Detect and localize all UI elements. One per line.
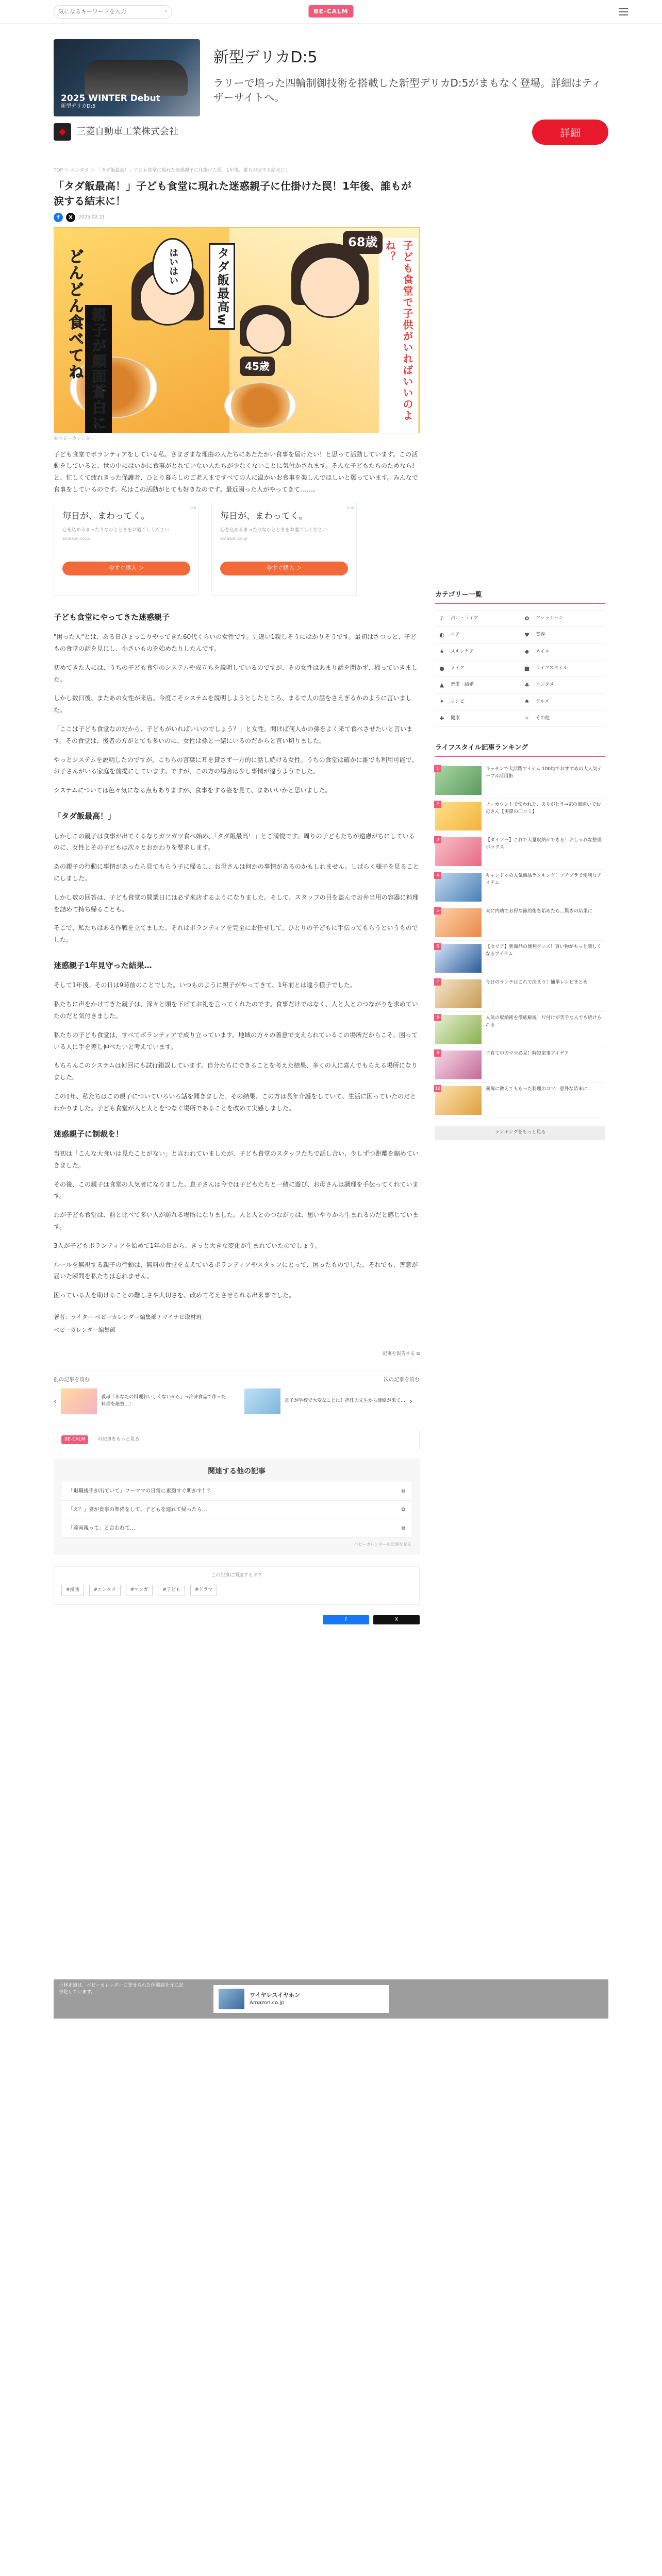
- inline-ad-title: 毎日が、まわってく。: [62, 511, 150, 521]
- section-heading: 迷惑親子1年見守った結果…: [54, 960, 152, 970]
- ranking-item[interactable]: 10 義母に教えてもらった料理のコツ、意外な結末に…: [435, 1083, 605, 1118]
- tag[interactable]: #マンガ: [126, 1585, 153, 1596]
- category-item[interactable]: ♥ 美容: [520, 627, 605, 643]
- hero-age1: 68歳: [343, 231, 383, 254]
- section-paragraph: もちろんこのシステムは何回にも試行錯誤しています。自分たちにできることを考えた結果、多くの人に喜んでもらえる場所になりました。: [54, 1062, 418, 1081]
- overlay-ad-thumb[interactable]: [219, 1989, 244, 2009]
- category-item[interactable]: ♣ エンタメ: [520, 677, 605, 693]
- inline-ad-title: 毎日が、まわってく。: [220, 511, 308, 521]
- inline-ad-cta-button[interactable]: 今すぐ購入 ＞: [62, 562, 190, 575]
- breadcrumb[interactable]: TOP ＞ エンタメ ＞ 「タダ飯最高！」子ども食堂に現れた迷惑親子に仕掛けた罠！1年後、誰もが涙する結末に！: [54, 168, 290, 173]
- category-icon: ♠: [524, 698, 529, 705]
- x-share-button[interactable]: X: [373, 1615, 420, 1624]
- category-icon: ●: [439, 665, 444, 672]
- follow-box[interactable]: [54, 1430, 420, 1450]
- mitsubishi-logo-icon: ◆: [54, 123, 71, 141]
- inline-ad-source: amazon.co.jp: [62, 536, 90, 541]
- section-paragraph: "困った人"とは、ある日ひょっこりやってきた60代くらいの女性です。見違い1親しそうにはかりそうです。最初はさつっと、子どもの食堂の話を見にし、小さいものを始めたりしたんです。: [54, 633, 417, 653]
- category-icon: ★: [439, 648, 444, 655]
- ranking-title: ライフスタイル記事ランキング: [435, 742, 605, 757]
- related-title: 関連する他の記事: [208, 1467, 266, 1476]
- section-paragraph: やっとシステムを説明したのですが、こちらの言葉に耳を貸さず一方的に話し続ける女性。うちの食堂は確かに誰でも利用可能で、お子さんがいる家庭を前提にしています。ですが、この方の場合は少し事情が違うようでした。: [54, 756, 418, 775]
- ranking-item[interactable]: 3 【ダイソー】これで大量収納ができる！おしゃれな整理ボックス: [435, 834, 605, 870]
- category-icon: ■: [524, 665, 530, 672]
- site-logo[interactable]: [308, 5, 353, 18]
- ad-choices-icon[interactable]: ▷×: [190, 505, 196, 510]
- category-item[interactable]: ● メイク: [435, 660, 520, 677]
- inline-ad[interactable]: [211, 503, 357, 596]
- inline-ads: [54, 503, 420, 596]
- ad-detail-button[interactable]: 詳細: [532, 120, 608, 145]
- ranking-item[interactable]: 9 子育て中のママ必見！時短家事アイデア: [435, 1047, 605, 1083]
- related-more-link[interactable]: ベビーカレンダーの記事を見る: [354, 1541, 411, 1547]
- ad-image[interactable]: [54, 39, 200, 116]
- overlay-ad-title[interactable]: ワイヤレスイヤホン: [250, 1992, 301, 1999]
- prev-next-nav: [54, 1370, 420, 1414]
- section-paragraph: システムについては色々気になる点もありますが、食事をする姿を見て、まあいいかと思いました。: [54, 787, 332, 794]
- category-item[interactable]: ✚ 健康: [435, 710, 520, 727]
- prev-article[interactable]: [54, 1376, 229, 1414]
- ranking-see-more-button[interactable]: ランキングをもっと見る: [435, 1126, 605, 1140]
- chevron-left-icon[interactable]: ‹: [54, 1396, 57, 1406]
- category-icon: ♥: [524, 632, 529, 639]
- overlay-ad-sub: Amazon.co.jp: [250, 1999, 285, 2006]
- hero-text-right2: 子ども食堂で子供がいればいいのよね？: [379, 238, 418, 433]
- section-heading: 子ども食堂にやってきた迷惑親子: [54, 612, 170, 622]
- car-image: [85, 60, 188, 96]
- category-icon: ✚: [439, 715, 444, 722]
- inline-ad-sub: 心を込めるまったりなひとときをお過ごしください: [62, 527, 170, 533]
- ad-company-name: 三菱自動車工業株式会社: [76, 126, 178, 137]
- ad-company[interactable]: [54, 123, 178, 141]
- section-paragraph: 私たちの子ども食堂は、すべてボランティアで成り立っています。地域の方々の善意で支えられているこの場所だからこそ、困っている人に手を差し伸べたいと考えています。: [54, 1031, 418, 1050]
- search-input[interactable]: [58, 8, 164, 15]
- category-item[interactable]: ■ ライフスタイル: [520, 660, 605, 677]
- section-paragraph: 初めてきた人には、うちの子ども食堂のシステムや成立ちを説明しているのですが、その女性はあまり話を聞かず、帰っていきました。: [54, 664, 418, 683]
- external-link-icon: ⧉: [401, 1525, 405, 1531]
- ad-text: ラリーで培った四輪制御技術を搭載した新型デリカD:5がまもなく登場。詳細はティザーサイトへ。: [213, 77, 602, 104]
- inline-ad-source: amazon.co.jp: [220, 536, 248, 541]
- article-title: 「タダ飯最高！」子ども食堂に現れた迷惑親子に仕掛けた罠！1年後、誰もが涙する結末に！: [54, 180, 411, 208]
- ranking-item[interactable]: 2 ノーカウントで使われた、ありがとう→家の間違いでお母さん【実際の口コミ】: [435, 799, 605, 834]
- site-header: [0, 0, 662, 24]
- follow-label[interactable]: の記事をもっと見る: [97, 1437, 140, 1443]
- section-paragraph: 「ここは子ども食堂なのだから、子どもがいればいいのでしょう？」と女性。聞けば何人かの孫をよく来て食べさせたいと言います。その食堂は、後者の方がとても多いのに、女性は孫と一緒にいるのだからと言い切りました。: [54, 725, 413, 744]
- facebook-share-button[interactable]: f: [323, 1615, 369, 1624]
- hero-text-left2: 親子が顔面蒼白に: [85, 305, 112, 433]
- editor-link[interactable]: ベビーカレンダー編集部: [54, 1326, 115, 1333]
- logo-text: BE-CALM: [313, 8, 349, 15]
- hamburger-menu-icon[interactable]: [616, 0, 631, 24]
- facebook-icon[interactable]: f: [54, 213, 63, 222]
- search-icon[interactable]: ⌕: [164, 8, 168, 15]
- inline-ad-sub: 心を込めるまったりなひとときをお過ごしください: [220, 527, 327, 533]
- ad-image-caption: 2025 WINTER Debut 新型デリカD:5: [61, 93, 160, 109]
- category-icon: ◐: [439, 632, 444, 639]
- category-item[interactable]: ▲ 恋愛・結婚: [435, 677, 520, 693]
- report-article-link[interactable]: 記事を報告する ⧉: [382, 1351, 420, 1357]
- ranking-item[interactable]: 1 キッチンで大活躍アイテム 100均でおすすめの大人気テーブル活用術: [435, 763, 605, 799]
- article-body: [54, 449, 420, 1301]
- share-bottom: [54, 1615, 420, 1624]
- ranking-item[interactable]: 5 夫に内緒でお得な節約術を始めたら…驚きの結果に: [435, 905, 605, 941]
- section-paragraph: しかし数日後、またあの女性が来店。今度こそシステムを説明しようとしたところ、まるで人の話をさえぎるかのように言いました。: [54, 694, 412, 714]
- section-paragraph: その後、この親子は食堂の人気者になりました。息子さんは今では子どもたちと一緒に遊び、お母さんは調理を手伝ってくれています。: [54, 1180, 419, 1200]
- curry-plate-image: [224, 382, 296, 429]
- section-paragraph: しかしこの親子は食事が出てくるなりガツガツ食べ始め、「タダ飯最高！」とご満悦です。周りの子どもたちが遠慮がちにしているのに、女性とその子どもは次々とおかわりを要求します。: [54, 832, 415, 852]
- section-paragraph: ルールを無視する親子の行動は、無料の食堂を支えているボランティアやスタッフにとって、困ったものでした。それでも、善意が届いた瞬間を私たちは忘れません。: [54, 1261, 418, 1280]
- category-item[interactable]: ◐ ヘア: [435, 627, 520, 643]
- ranking-item[interactable]: 7 今日のランチはこれで決まり！簡単レシピまとめ: [435, 976, 605, 1012]
- section-paragraph: そこで、私たちはある作戦を立てました。それはボランティアを完全にお任せして、ひとりの子どもに手伝ってもらうというものでした。: [54, 924, 418, 944]
- hero-image: [54, 227, 420, 433]
- ad-choices-icon[interactable]: ▷×: [347, 505, 354, 510]
- next-label: 次の記事を読む: [384, 1377, 420, 1383]
- credits: 著者：ライター ベビーカレンダー編集部 / マイナビ取材班: [54, 1314, 202, 1321]
- mini-logo: BE-CALM: [61, 1435, 88, 1444]
- overlay-ad-label: 小林正道は、ベビーカレンダーに寄せられた体験談を元に記事化しています。: [59, 1983, 184, 1995]
- related-item[interactable]: 「義両親って」と言われて… ⧉: [62, 1519, 411, 1538]
- section-heading: 迷惑親子に制裁を！: [54, 1129, 124, 1139]
- inline-ad-cta-button[interactable]: 今すぐ購入 ＞: [220, 562, 348, 575]
- prev-thumb[interactable]: [61, 1388, 97, 1414]
- overlay-ad[interactable]: [54, 1979, 608, 2019]
- category-title: カテゴリー一覧: [435, 589, 605, 604]
- category-item[interactable]: ✦ レシピ: [435, 694, 520, 710]
- category-icon: ♪: [440, 615, 444, 622]
- section-paragraph: 私たちに声をかけてきた親子は、深々と頭を下げてお礼を言ってくれたのです。食事だけではなく、人と人とのつながりを求めていたのだと気付きました。: [54, 1001, 418, 1020]
- section-paragraph: 困っている人を助けることの難しさや大切さを、改めて考えさせられる出来事でした。: [54, 1292, 295, 1299]
- tag[interactable]: #ドラマ: [190, 1585, 218, 1596]
- ranking-list: [435, 763, 605, 1118]
- hero-text-left1: どんどん食べてね: [65, 248, 84, 381]
- tag[interactable]: #エンタメ: [89, 1585, 121, 1596]
- x-icon[interactable]: X: [66, 213, 75, 222]
- section-heading: 「タダ飯最高！」: [54, 811, 116, 821]
- category-item[interactable]: ✿ ファッション: [520, 611, 605, 627]
- category-icon: ✿: [524, 615, 529, 622]
- hero-caption: ©ベビーカレンダー: [54, 436, 95, 442]
- external-link-icon: ⧉: [401, 1488, 405, 1494]
- category-item[interactable]: ◆ ネイル: [520, 644, 605, 660]
- section-paragraph: わが子ども食堂は、前と比べて多い人が訪れる場所になりました。人と人とのつながりは、思いやりから生まれるのだと感じています。: [54, 1211, 419, 1231]
- top-ad-banner[interactable]: [54, 29, 608, 158]
- section-paragraph: しかし数の回答は、子ども食堂の開業日には必ず来店するようになりました。そして、スタッフの目を盗んでお弁当用の容器に料理を詰めて持ち帰ることも。: [54, 893, 419, 913]
- section-paragraph: この1年、私たちはこの親子についていろいろ話を聞きました。その結果、この方は長年介護をしていて、生活に困っていたのだとわかりました。子ども食堂が人と人とをつなぐ場所であることを改めて実感しました。: [54, 1093, 417, 1112]
- section-paragraph: あの親子の行動に事情があったら見てもらう子に帰るし、お母さんは何かの事情があるのかもしれません。しばらく様子を見ることにしました。: [54, 863, 419, 882]
- category-icon: ▲: [439, 681, 444, 688]
- category-item[interactable]: ✧ その他: [520, 710, 605, 727]
- tag[interactable]: #漫画: [61, 1585, 84, 1596]
- related-item[interactable]: 「退職後手が出ていて」ワーママの日常に素顔すぐ明かす！？ ⧉: [62, 1482, 411, 1501]
- prev-label: 前の記事を読む: [54, 1377, 90, 1383]
- intro-paragraph: 子ども食堂でボランティアをしている私。さまざまな理由の人たちにあたたかい食事を届けたい！と思って活動しています。この活動をしていると、世の中にはいかに食事がとれていない人たちが少なくないことに気付かされます。そんな子どもたちのためなら!と、忙しくて疲れきった保護者、ひとり暮らしのご老人まですべての人に温かいお食事を楽しんでほしいと願っています。みんなで食事をしているのです。私はこの活動がとても好きなのです。最近困った人がやってきて……。: [54, 450, 418, 493]
- hero-age2: 45歳: [240, 357, 275, 376]
- external-link-icon: ⧉: [401, 1506, 405, 1513]
- son-face: [245, 313, 286, 354]
- section-paragraph: 3人が子どもボランティアを始めて1年の日から、きっと大きな変化が生まれていたのでしょう。: [54, 1242, 321, 1249]
- hero-text-right1: タダ飯最高w: [209, 243, 235, 330]
- tags-box: [54, 1566, 420, 1605]
- next-title[interactable]: 息子が学校で大変なことに！担任の先生から連絡が来て…: [285, 1398, 406, 1403]
- inline-ad[interactable]: [54, 503, 199, 596]
- section-paragraph: 当初は「こんな大食いは見たことがない」と言われていましたが、子ども食堂のスタッフたちで話し合い、少しずつ距離を縮めていきました。: [54, 1150, 419, 1169]
- section-paragraph: そして1年後。その日は9時前のことでした。いつものように親子がやってきて、1年前とは違う様子でした。: [54, 981, 356, 989]
- category-icon: ◆: [524, 648, 529, 655]
- tag[interactable]: #子ども: [158, 1585, 185, 1596]
- tags-title: この記事に関連するタグ: [211, 1573, 262, 1579]
- category-item[interactable]: ♪ 占い・ライフ: [435, 611, 520, 627]
- ranking-item[interactable]: 6 【セリア】新商品の便利グッズ！買い物がもっと楽しくなるアイテム: [435, 941, 605, 976]
- category-icon: ✦: [439, 698, 444, 705]
- sidebar: [435, 167, 605, 1624]
- next-article[interactable]: [244, 1376, 420, 1414]
- next-thumb[interactable]: [244, 1388, 280, 1414]
- woman-face: [299, 256, 361, 318]
- category-item[interactable]: ♠ グルメ: [520, 694, 605, 710]
- category-grid: [435, 610, 605, 727]
- article: [54, 167, 420, 1624]
- category-icon: ✧: [524, 715, 529, 722]
- related-articles: [54, 1459, 420, 1555]
- related-item[interactable]: 「え？」妻が食事の準備をして、子どもを連れて帰ったら… ⧉: [62, 1501, 411, 1519]
- category-item[interactable]: ★ スキンケア: [435, 644, 520, 660]
- prev-title[interactable]: 義母「あなたの料理おいしくないから」→冷凍食品で作った料理を絶賛…！: [101, 1395, 226, 1407]
- share-row: [54, 213, 420, 222]
- category-icon: ♣: [524, 681, 529, 688]
- article-date: 2025.02.21: [78, 214, 105, 220]
- ranking-item[interactable]: 4 キャンドゥの人気商品ランキング！プチプラで便利なアイテム: [435, 870, 605, 905]
- search-box[interactable]: [54, 5, 172, 19]
- ad-title[interactable]: 新型デリカD:5: [213, 48, 318, 66]
- chevron-right-icon[interactable]: ›: [409, 1396, 413, 1406]
- hero-bubble-center: はいはい: [152, 238, 193, 295]
- ranking-item[interactable]: 8 人気の収納術を徹底解説！片付けが苦手な人でも続けられる: [435, 1012, 605, 1047]
